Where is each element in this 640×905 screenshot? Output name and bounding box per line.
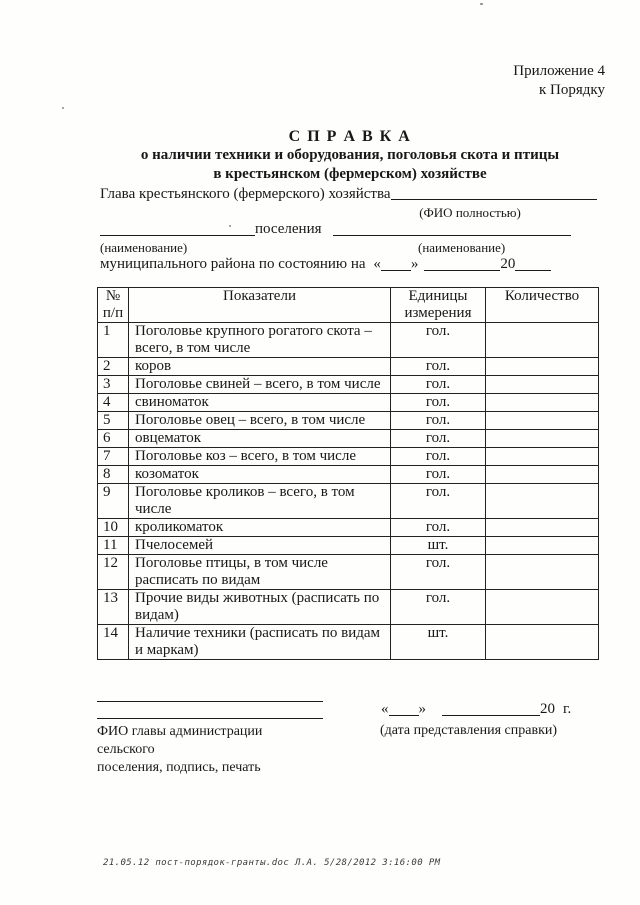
cell-unit: гол. (391, 412, 486, 430)
cell-quantity (486, 376, 599, 394)
name-caption-right: (наименование) (418, 240, 506, 255)
file-metadata-footer: 21.05.12 пост-порядок-гранты.doc Л.А. 5/28/2012 3:16:00 PM (103, 858, 441, 868)
fio-caption: (ФИО полностью) (419, 205, 521, 220)
cell-quantity (486, 466, 599, 484)
cell-indicator: коров (129, 358, 391, 376)
cell-indicator: Поголовье коз – всего, в том числе (129, 448, 391, 466)
signature-line-1 (97, 689, 323, 702)
table-row (98, 625, 599, 660)
table-row (98, 430, 599, 448)
cell-quantity (486, 519, 599, 537)
date-fill-line (381, 701, 571, 718)
cell-num: 1 (98, 323, 129, 358)
cell-unit: гол. (391, 448, 486, 466)
signature-caption-line-2: поселения, подпись, печать (97, 760, 261, 775)
cell-indicator: Поголовье кроликов – всего, в том числе (129, 484, 391, 519)
signature-caption-line-1: ФИО главы администрации сельского (97, 724, 263, 757)
settlement-label: поселения (255, 221, 322, 237)
cell-num: 13 (98, 590, 129, 625)
cell-unit: гол. (391, 394, 486, 412)
cell-unit: гол. (391, 358, 486, 376)
blank-line-settlement-name-left (100, 222, 255, 236)
quote-open: « (373, 256, 381, 272)
cell-unit: гол. (391, 323, 486, 358)
title-block (80, 127, 620, 184)
col-header-quantity: Количество (486, 288, 599, 323)
document-subtitle-1: о наличии техники и оборудования, поголовья скота и птицы (140, 147, 560, 163)
cell-unit: гол. (391, 590, 486, 625)
col-header-unit: Единицы измерения (391, 288, 486, 323)
cell-quantity (486, 394, 599, 412)
cell-num: 3 (98, 376, 129, 394)
cell-quantity (486, 412, 599, 430)
cell-unit: гол. (391, 376, 486, 394)
blank-line-month (424, 257, 500, 271)
cell-quantity (486, 555, 599, 590)
cell-unit: шт. (391, 625, 486, 660)
blank-line-year (515, 257, 551, 271)
cell-unit: гол. (391, 466, 486, 484)
table-row (98, 466, 599, 484)
cell-num: 12 (98, 555, 129, 590)
cell-unit: гол. (391, 519, 486, 537)
year-prefix: 20 (500, 256, 516, 272)
table-row (98, 555, 599, 590)
date-caption: (дата представления справки) (380, 723, 558, 738)
cell-num: 4 (98, 394, 129, 412)
table-header-row (98, 288, 599, 323)
blank-line-farm-head-name (391, 186, 597, 200)
cell-num: 8 (98, 466, 129, 484)
col-header-indicator: Показатели (129, 288, 391, 323)
cell-unit: гол. (391, 430, 486, 448)
signature-caption (97, 723, 323, 777)
cell-indicator: Прочие виды животных (расписать по видам) (129, 590, 391, 625)
cell-quantity (486, 590, 599, 625)
table-row (98, 412, 599, 430)
table-row (98, 376, 599, 394)
cell-num: 2 (98, 358, 129, 376)
cell-quantity (486, 430, 599, 448)
cell-num: 9 (98, 484, 129, 519)
year-prefix: 20 (540, 701, 555, 717)
cell-indicator: овцематок (129, 430, 391, 448)
cell-quantity (486, 625, 599, 660)
table-row (98, 358, 599, 376)
cell-indicator: Наличие техники (расписать по видам и маркам) (129, 625, 391, 660)
table-row (98, 590, 599, 625)
cell-num: 14 (98, 625, 129, 660)
blank-line-settlement-name-right (333, 222, 571, 236)
livestock-equipment-table (97, 287, 599, 660)
blank-line-day (389, 702, 419, 716)
cell-num: 11 (98, 537, 129, 555)
table-row (98, 537, 599, 555)
cell-quantity (486, 323, 599, 358)
cell-indicator: Поголовье птицы, в том числе расписать по видам (129, 555, 391, 590)
cell-quantity (486, 358, 599, 376)
cell-indicator: Пчелосемей (129, 537, 391, 555)
quote-close: » (410, 256, 419, 272)
scan-speck (480, 3, 483, 5)
scan-speck (62, 107, 64, 109)
settlement-line (100, 221, 571, 238)
document-subtitle-2: в крестьянском (фермерском) хозяйстве (213, 166, 487, 182)
cell-indicator: Поголовье свиней – всего, в том числе (129, 376, 391, 394)
cell-unit: шт. (391, 537, 486, 555)
cell-indicator: кроликоматок (129, 519, 391, 537)
cell-num: 7 (98, 448, 129, 466)
blank-line-day (381, 257, 411, 271)
signature-block (97, 689, 323, 777)
cell-indicator: козоматок (129, 466, 391, 484)
cell-indicator: Поголовье крупного рогатого скота – всего, в том числе (129, 323, 391, 358)
cell-quantity (486, 537, 599, 555)
district-date-line (100, 256, 551, 273)
quote-open: « (381, 701, 389, 717)
appendix-to-order: к Порядку (539, 82, 605, 98)
cell-quantity (486, 484, 599, 519)
cell-num: 10 (98, 519, 129, 537)
year-suffix: г. (563, 701, 572, 717)
blank-line-month (442, 702, 540, 716)
document-title: С П Р А В К А (288, 128, 412, 145)
signature-line-2 (97, 702, 323, 719)
cell-num: 5 (98, 412, 129, 430)
district-label: муниципального района по состоянию на (100, 256, 366, 272)
cell-indicator: Поголовье овец – всего, в том числе (129, 412, 391, 430)
col-header-num: № п/п (98, 288, 129, 323)
appendix-block (513, 62, 605, 100)
table-row (98, 484, 599, 519)
cell-quantity (486, 448, 599, 466)
table-row (98, 448, 599, 466)
table-row (98, 394, 599, 412)
table-row (98, 519, 599, 537)
cell-unit: гол. (391, 555, 486, 590)
appendix-number: Приложение 4 (513, 63, 605, 79)
cell-num: 6 (98, 430, 129, 448)
farm-head-label: Глава крестьянского (фермерского) хозяйства (100, 186, 391, 202)
farm-head-line (100, 186, 597, 203)
table-row (98, 323, 599, 358)
cell-indicator: свиноматок (129, 394, 391, 412)
quote-close: » (418, 701, 426, 717)
cell-unit: гол. (391, 484, 486, 519)
name-caption-left: (наименование) (100, 240, 188, 255)
